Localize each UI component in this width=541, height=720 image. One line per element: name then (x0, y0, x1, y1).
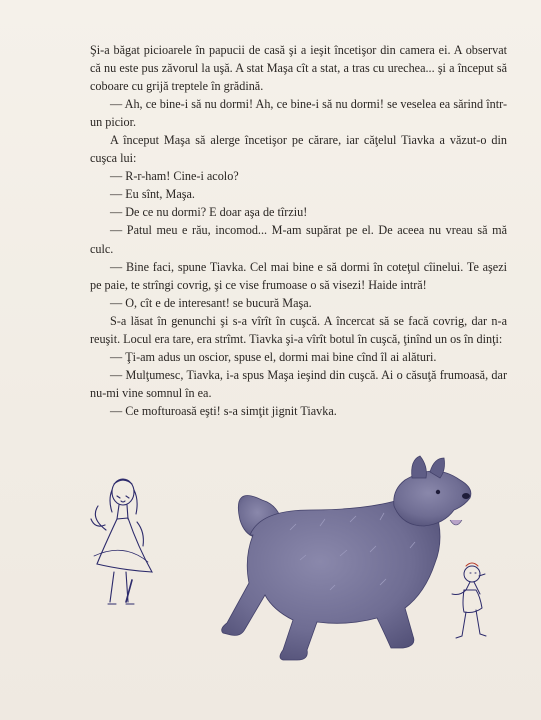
small-figure-doodle (452, 563, 486, 638)
girl-doodle (91, 479, 152, 604)
paragraph: — R-r-ham! Cine-i acolo? (110, 169, 239, 184)
dog-tiavka-illustration (222, 456, 471, 660)
paragraph: — Eu sînt, Maşa. (110, 187, 195, 202)
paragraph: — Patul meu e rău, incomod... M-am supărat pe el. De aceea nu vreau să mă culc. (90, 223, 507, 256)
paragraph: — Ţi-am adus un oscior, spuse el, dormi mai bine cînd îl ai alături. (110, 349, 437, 364)
paragraph: A început Maşa să alerge încetişor pe cărare, iar căţelul Tiavka a văzut-o din cuşca lui: (90, 133, 507, 166)
paragraph: Şi-a băgat picioarele în papucii de casă şi a ieşit încetişor din camera ei. A observat că nu este pus zăvorul la uşă. A stat Maşa cît a stat, a tras cu urechea... şi a început să coboare cu grijă treptele în grădină. (90, 43, 507, 94)
paragraph: — Ah, ce bine-i să nu dormi! Ah, ce bine-i să nu dormi! se veselea ea sărind într-un picior. (90, 97, 507, 130)
paragraph: — Ce mofturoasă eşti! s-a simţit jignit Tiavka. (110, 403, 337, 418)
paragraph: — Mulţumesc, Tiavka, i-a spus Maşa ieşind din cuşcă. Ai o căsuţă frumoasă, dar nu-mi vine somnul în ea. (90, 367, 507, 400)
story-text (90, 41, 507, 420)
paragraph: — O, cît e de interesant! se bucură Maşa. (110, 295, 312, 310)
paragraph: — Bine faci, spune Tiavka. Cel mai bine e să dormi în coteţul cîinelui. Te aşezi pe paie, te strîngi covrig, şi ce vise frumoase o să visezi! Haide intră! (90, 259, 507, 292)
paragraph: S-a lăsat în genunchi şi s-a vîrît în cuşcă. A încercat să se facă covrig, dar n-a reuşit. Locul era tare, era strîmt. Tiavka şi-a vîrît botul în cuşcă, ţinînd un os în dinţi: (90, 313, 507, 346)
illustrations (0, 440, 541, 720)
paragraph: — De ce nu dormi? E doar aşa de tîrziu! (110, 205, 308, 220)
